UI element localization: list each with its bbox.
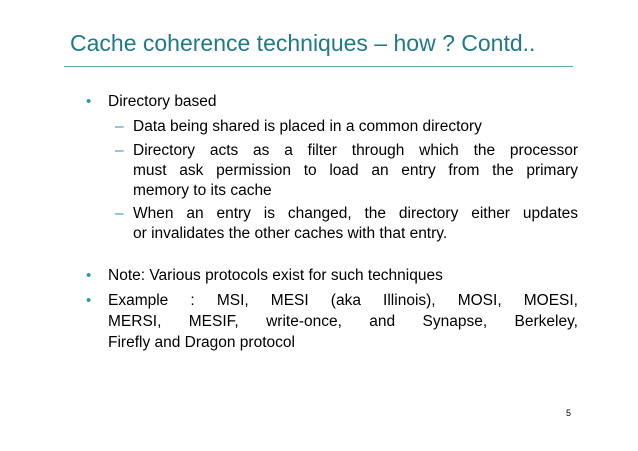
dash-icon: – <box>115 118 124 135</box>
page-number: 5 <box>566 408 572 418</box>
subitem-text: Data being shared is placed in a common directory <box>133 118 482 135</box>
subitem-text: memory to its cache <box>133 182 272 199</box>
slide-title: Cache coherence techniques – how ? Contd.. <box>70 30 536 56</box>
subitem-text: When an entry is changed, the directory either updates <box>133 205 578 222</box>
bullet-text: Firefly and Dragon protocol <box>108 334 295 351</box>
bullet-icon: • <box>86 292 92 309</box>
subitem-text: Directory acts as a filter through which the processor <box>133 142 578 159</box>
bullet-text: Note: Various protocols exist for such techniques <box>108 267 443 284</box>
title-divider <box>64 66 573 67</box>
subitem-text: or invalidates the other caches with that entry. <box>133 225 448 242</box>
subitem-text: must ask permission to load an entry from the primary <box>133 162 578 179</box>
bullet-text: MERSI, MESIF, write-once, and Synapse, Berkeley, <box>108 313 578 330</box>
bullet-icon: • <box>86 93 92 110</box>
bullet-icon: • <box>86 267 92 284</box>
bullet-text: Directory based <box>108 93 217 110</box>
dash-icon: – <box>115 142 124 159</box>
bullet-text: Example : MSI, MESI (aka Illinois), MOSI, MOESI, <box>108 292 578 309</box>
dash-icon: – <box>115 205 124 222</box>
